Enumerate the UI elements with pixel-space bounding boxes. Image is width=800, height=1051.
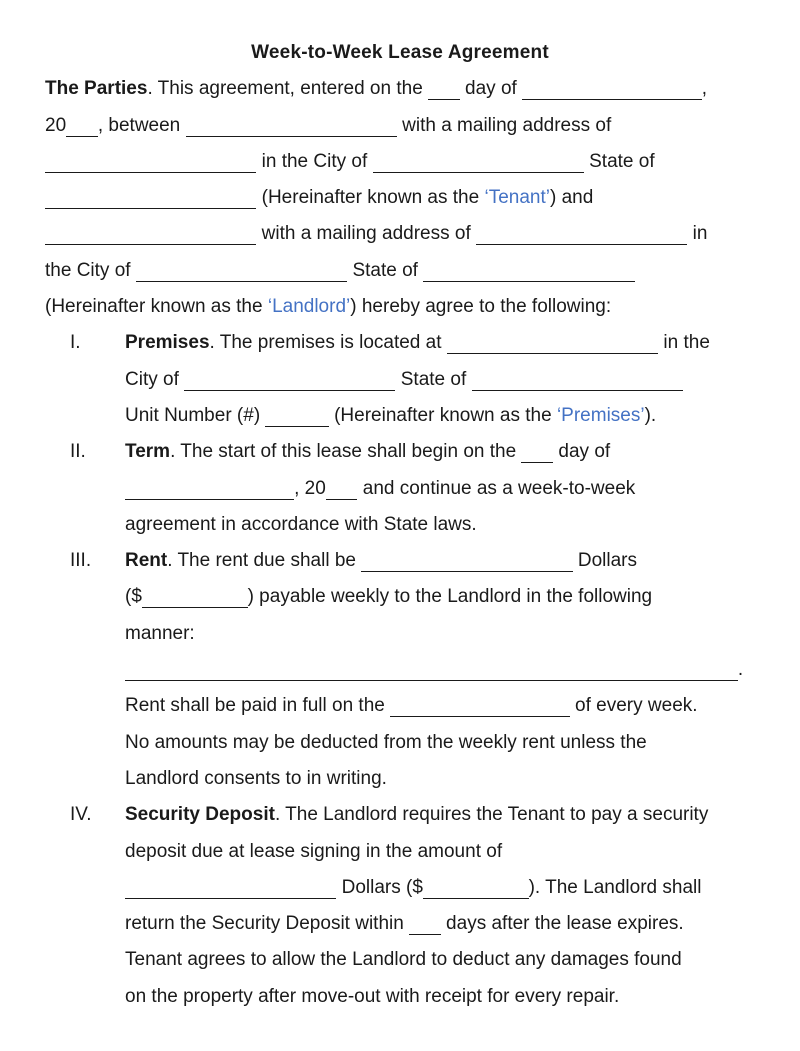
document-line — [125, 834, 755, 870]
clause-keyword: Security Deposit — [125, 804, 275, 826]
text-run: in the City of — [256, 150, 373, 172]
text-run: in the — [658, 332, 710, 354]
defined-term: ‘Landlord’ — [267, 296, 351, 318]
text-run: State of — [347, 259, 424, 281]
text-run: return the Security Deposit within — [125, 913, 410, 935]
section-numeral: I. — [70, 332, 81, 354]
blank-field — [472, 369, 683, 391]
document-line — [125, 942, 755, 978]
text-run: ) hereby agree to the following: — [350, 296, 612, 318]
blank-field — [521, 441, 553, 463]
document-line — [125, 362, 755, 398]
blank-field — [45, 187, 256, 209]
blank-field — [423, 877, 529, 899]
text-run: Dollars ($ — [336, 876, 423, 898]
text-run: Tenant agrees to allow the Landlord to deduct any damages found — [125, 949, 682, 971]
section-numeral: II. — [70, 441, 86, 463]
document-line — [45, 71, 755, 107]
section-numeral: III. — [70, 550, 92, 572]
text-run: Rent shall be paid in full on the — [125, 695, 391, 717]
document-line — [125, 579, 755, 615]
text-run: (Hereinafter known as the — [256, 187, 485, 209]
text-run: manner: — [125, 622, 195, 644]
document-line — [125, 797, 755, 833]
section-premises — [45, 325, 755, 434]
text-run: , 20 — [294, 477, 326, 499]
clause-keyword: Premises — [125, 332, 210, 354]
text-run: No amounts may be deducted from the weekly rent unless the — [125, 731, 647, 753]
document-line — [45, 108, 755, 144]
document-line — [125, 398, 755, 434]
text-run: . — [737, 659, 744, 681]
blank-field — [142, 586, 248, 608]
blank-field — [186, 115, 397, 137]
document-line — [125, 507, 755, 543]
document-line — [45, 144, 755, 180]
text-run: ) and — [549, 187, 594, 209]
blank-field — [423, 260, 634, 282]
text-run: (Hereinafter known as the — [328, 404, 557, 426]
document-line — [125, 471, 755, 507]
text-run: Landlord consents to in writing. — [125, 767, 387, 789]
section-term — [45, 434, 755, 543]
document-line — [125, 325, 755, 361]
document-line — [125, 761, 755, 797]
blank-field — [45, 151, 256, 173]
text-run: . The rent due shall be — [167, 550, 362, 572]
text-run: days after the lease expires. — [440, 913, 684, 935]
blank-field — [428, 78, 460, 100]
text-run: Dollars — [572, 550, 637, 572]
blank-field — [66, 115, 98, 137]
blank-field — [522, 78, 702, 100]
text-run: on the property after move-out with receipt for every repair. — [125, 985, 620, 1007]
blank-field — [390, 695, 570, 717]
document-line — [45, 180, 755, 216]
defined-term: ‘Premises’ — [556, 404, 645, 426]
document-line — [125, 688, 755, 724]
sections-list — [45, 325, 755, 1015]
document-line — [125, 543, 755, 579]
blank-field — [409, 913, 441, 935]
clause-keyword: Rent — [125, 550, 168, 572]
text-run: with a mailing address of — [396, 114, 612, 136]
text-run: and continue as a week-to-week — [357, 477, 636, 499]
blank-field — [361, 550, 572, 572]
text-run: agreement in accordance with State laws. — [125, 513, 477, 535]
document-line — [125, 870, 755, 906]
text-run: ). The Landlord shall — [528, 876, 702, 898]
document-line — [45, 216, 755, 252]
text-run: with a mailing address of — [256, 223, 477, 245]
text-run: Unit Number (#) — [125, 404, 266, 426]
document-line — [45, 253, 755, 289]
document-title: Week-to-Week Lease Agreement — [251, 42, 549, 63]
text-run: State of — [395, 368, 472, 390]
text-run: . This agreement, entered on the — [147, 78, 429, 100]
text-run: of every week. — [569, 695, 698, 717]
blank-field — [125, 877, 336, 899]
text-run: ). — [644, 404, 657, 426]
document-line — [125, 979, 755, 1015]
text-run: ) payable weekly to the Landlord in the following — [247, 586, 653, 608]
blank-field — [326, 478, 358, 500]
blank-field — [136, 260, 347, 282]
blank-field — [265, 405, 328, 427]
blank-field — [184, 369, 395, 391]
document-line — [125, 434, 755, 470]
blank-field — [125, 478, 294, 500]
blank-field — [447, 332, 658, 354]
document-line — [45, 289, 755, 325]
intro-paragraph — [45, 71, 755, 325]
text-run: . The premises is located at — [209, 332, 447, 354]
text-run: , between — [97, 114, 186, 136]
text-run: day of — [459, 78, 523, 100]
clause-keyword: The Parties — [45, 78, 148, 100]
text-run: 20 — [45, 114, 67, 136]
blank-field — [373, 151, 584, 173]
text-run: deposit due at lease signing in the amount of — [125, 840, 503, 862]
text-run: . The start of this lease shall begin on the — [170, 441, 522, 463]
document-line — [125, 725, 755, 761]
defined-term: ‘Tenant’ — [484, 187, 550, 209]
text-run: , — [701, 78, 707, 100]
text-run: City of — [125, 368, 185, 390]
document-line — [125, 652, 755, 688]
section-numeral: IV. — [70, 804, 92, 826]
text-run: in — [687, 223, 708, 245]
clause-keyword: Term — [125, 441, 171, 463]
document-line — [125, 616, 755, 652]
document-line — [125, 906, 755, 942]
text-run: the City of — [45, 259, 136, 281]
section-rent — [45, 543, 755, 797]
blank-field — [45, 223, 256, 245]
text-run: State of — [583, 150, 655, 172]
section-security-deposit — [45, 797, 755, 1015]
text-run: day of — [553, 441, 611, 463]
text-run: . The Landlord requires the Tenant to pay a security — [274, 804, 709, 826]
text-run: ($ — [125, 586, 142, 608]
text-run: (Hereinafter known as the — [45, 296, 268, 318]
blank-field — [125, 659, 738, 681]
blank-field — [476, 223, 687, 245]
